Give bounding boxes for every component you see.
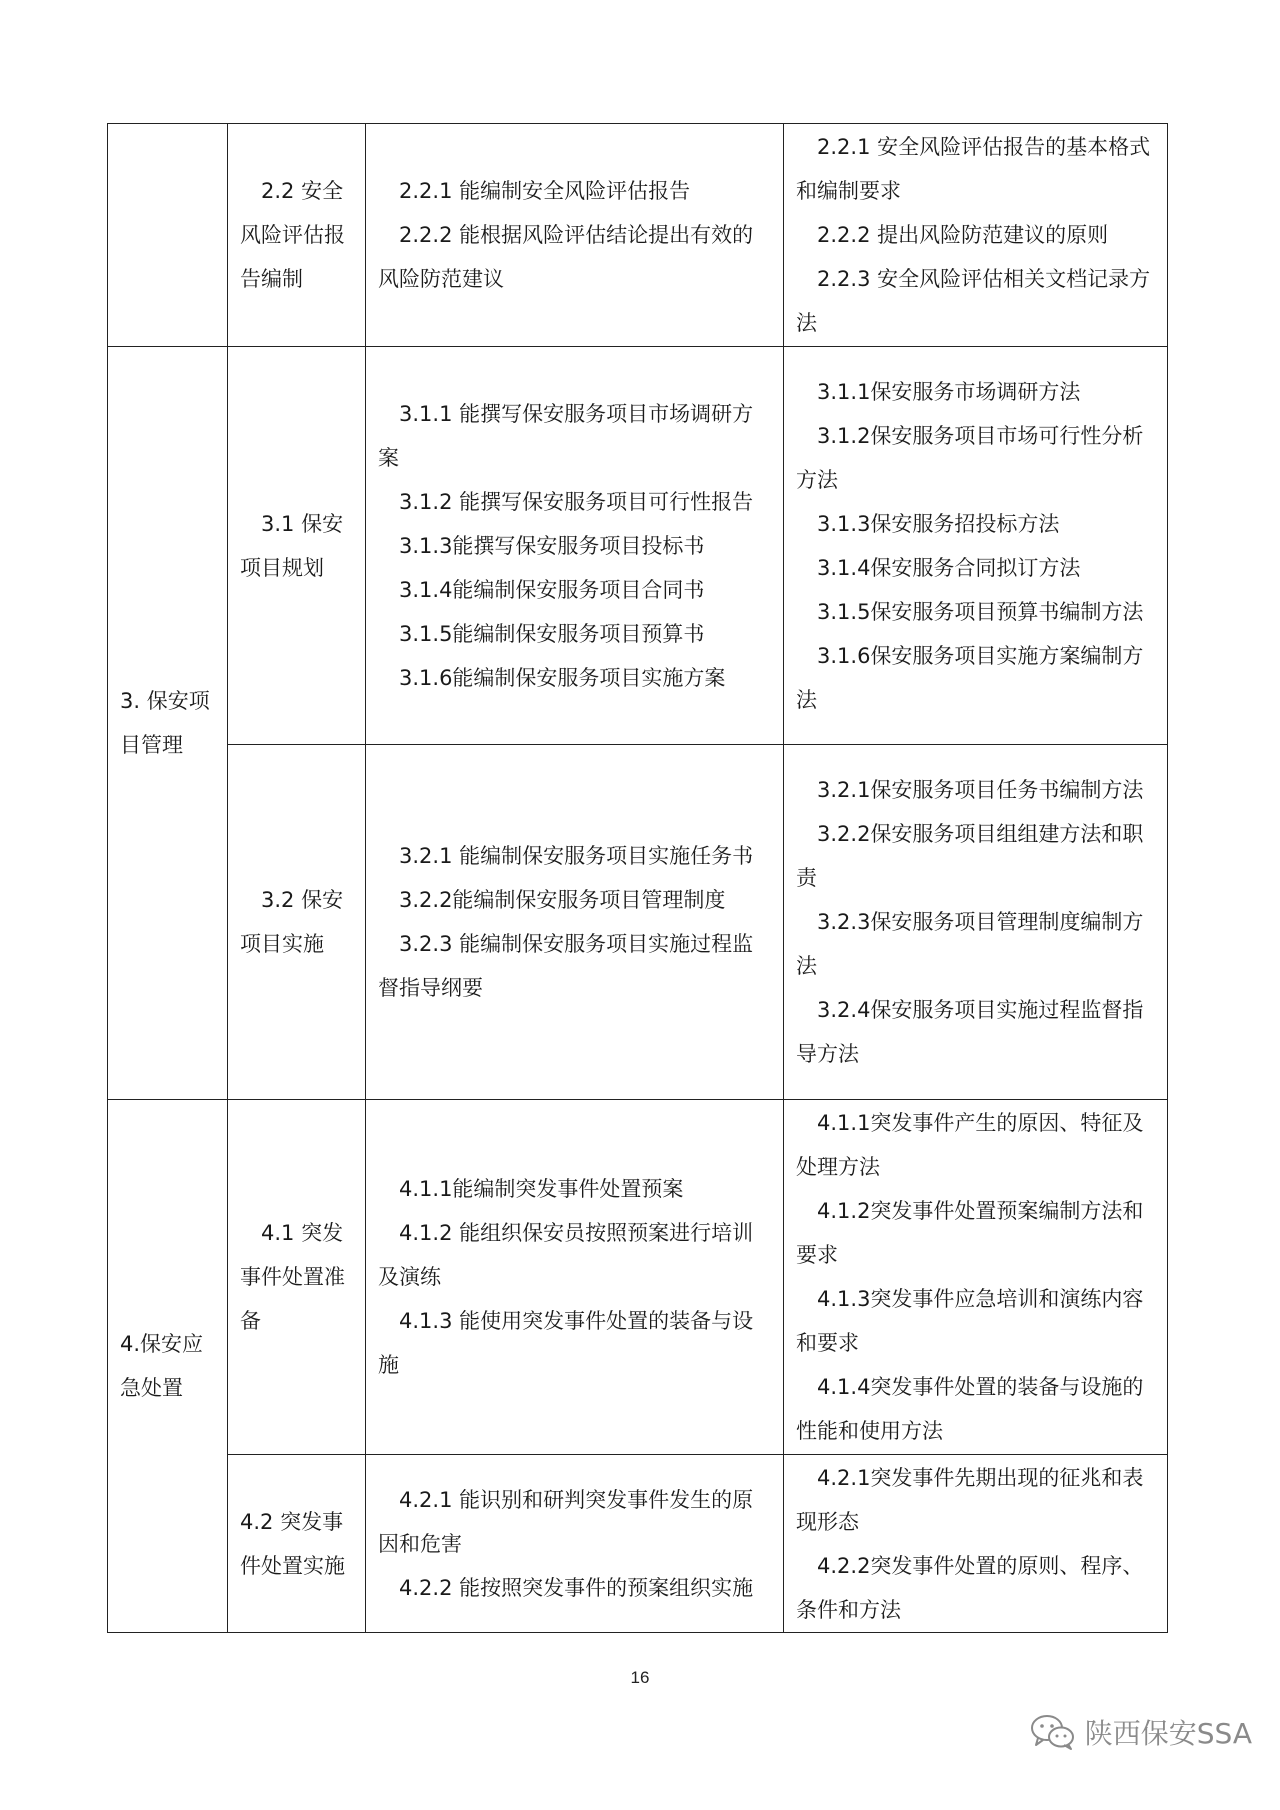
skill-item: 4.1.2 能组织保安员按照预案进行培训及演练 — [378, 1221, 754, 1289]
page-number: 16 — [630, 1668, 650, 1687]
unit-label: 4.2 突发事件处置实施 — [240, 1509, 345, 1578]
skill-item: 3.2.3 能编制保安服务项目实施过程监督指导纲要 — [378, 932, 754, 1000]
skill-item: 4.2.1 能识别和研判突发事件发生的原因和危害 — [378, 1487, 754, 1556]
skill-cell — [366, 347, 784, 745]
skill-item: 2.2.2 能根据风险评估结论提出有效的风险防范建议 — [378, 223, 754, 291]
skill-item: 4.1.1能编制突发事件处置预案 — [399, 1177, 684, 1201]
unit-cell — [228, 124, 366, 347]
knowledge-cell — [784, 124, 1168, 347]
skill-item: 3.1.3能撰写保安服务项目投标书 — [399, 533, 705, 558]
module-cell — [108, 124, 228, 347]
knowledge-item: 4.1.4突发事件处置的装备与设施的性能和使用方法 — [796, 1375, 1144, 1443]
knowledge-item: 3.2.4保安服务项目实施过程监督指导方法 — [796, 998, 1144, 1066]
skill-cell — [366, 1455, 784, 1633]
knowledge-item: 2.2.2 提出风险防范建议的原则 — [817, 223, 1109, 247]
knowledge-item: 3.2.1保安服务项目任务书编制方法 — [817, 778, 1144, 802]
skill-cell — [366, 1100, 784, 1455]
skill-item: 3.1.6能编制保安服务项目实施方案 — [399, 665, 726, 690]
module-cell — [108, 347, 228, 1100]
standards-table — [107, 123, 1168, 1633]
knowledge-item: 3.1.1保安服务市场调研方法 — [817, 379, 1081, 404]
watermark — [1029, 1712, 1252, 1752]
knowledge-item: 3.2.3保安服务项目管理制度编制方法 — [796, 910, 1144, 978]
wechat-icon — [1029, 1712, 1077, 1752]
knowledge-item: 4.1.1突发事件产生的原因、特征及处理方法 — [796, 1111, 1144, 1179]
knowledge-item: 3.2.2保安服务项目组组建方法和职责 — [796, 822, 1144, 890]
unit-cell — [228, 745, 366, 1100]
table-row — [108, 745, 1168, 1100]
knowledge-item: 3.1.4保安服务合同拟订方法 — [817, 555, 1081, 580]
unit-label: 3.2 保安项目实施 — [240, 888, 344, 956]
skill-item: 3.1.4能编制保安服务项目合同书 — [399, 577, 705, 602]
unit-label: 2.2 安全风险评估报告编制 — [240, 179, 345, 291]
skill-item: 3.2.1 能编制保安服务项目实施任务书 — [399, 844, 754, 868]
table-row — [108, 124, 1168, 347]
unit-cell — [228, 1455, 366, 1633]
skill-cell — [366, 124, 784, 347]
knowledge-cell — [784, 347, 1168, 745]
knowledge-item: 4.2.2突发事件处置的原则、程序、条件和方法 — [796, 1553, 1144, 1622]
skill-item: 2.2.1 能编制安全风险评估报告 — [399, 179, 691, 203]
knowledge-item: 3.1.5保安服务项目预算书编制方法 — [817, 599, 1144, 624]
skill-cell — [366, 745, 784, 1100]
unit-label: 4.1 突发事件处置准备 — [240, 1221, 345, 1333]
knowledge-cell — [784, 1455, 1168, 1633]
module-label: 3. 保安项目管理 — [120, 689, 210, 757]
table-row — [108, 347, 1168, 745]
unit-cell — [228, 1100, 366, 1455]
knowledge-cell — [784, 745, 1168, 1100]
knowledge-item: 3.1.6保安服务项目实施方案编制方法 — [796, 643, 1144, 712]
skill-item: 4.2.2 能按照突发事件的预案组织实施 — [399, 1575, 754, 1600]
knowledge-item: 2.2.3 安全风险评估相关文档记录方法 — [796, 267, 1151, 335]
knowledge-cell — [784, 1100, 1168, 1455]
skill-item: 3.2.2能编制保安服务项目管理制度 — [399, 888, 726, 912]
knowledge-item: 2.2.1 安全风险评估报告的基本格式和编制要求 — [796, 135, 1151, 203]
knowledge-item: 4.1.3突发事件应急培训和演练内容和要求 — [796, 1287, 1144, 1355]
knowledge-item: 4.1.2突发事件处置预案编制方法和要求 — [796, 1199, 1144, 1267]
module-label: 4.保安应急处置 — [120, 1332, 204, 1400]
knowledge-item: 3.1.2保安服务项目市场可行性分析方法 — [796, 423, 1144, 492]
skill-item: 3.1.1 能撰写保安服务项目市场调研方案 — [378, 401, 754, 470]
knowledge-item: 3.1.3保安服务招投标方法 — [817, 511, 1060, 536]
table-row — [108, 1100, 1168, 1455]
skill-item: 4.1.3 能使用突发事件处置的装备与设施 — [378, 1309, 754, 1377]
unit-cell — [228, 347, 366, 745]
watermark-text: 陕西保安SSA — [1084, 1717, 1252, 1750]
skill-item: 3.1.5能编制保安服务项目预算书 — [399, 621, 705, 646]
table-row — [108, 1455, 1168, 1633]
module-cell — [108, 1100, 228, 1633]
knowledge-item: 4.2.1突发事件先期出现的征兆和表现形态 — [796, 1465, 1144, 1534]
unit-label: 3.1 保安项目规划 — [240, 511, 344, 580]
skill-item: 3.1.2 能撰写保安服务项目可行性报告 — [399, 489, 754, 514]
